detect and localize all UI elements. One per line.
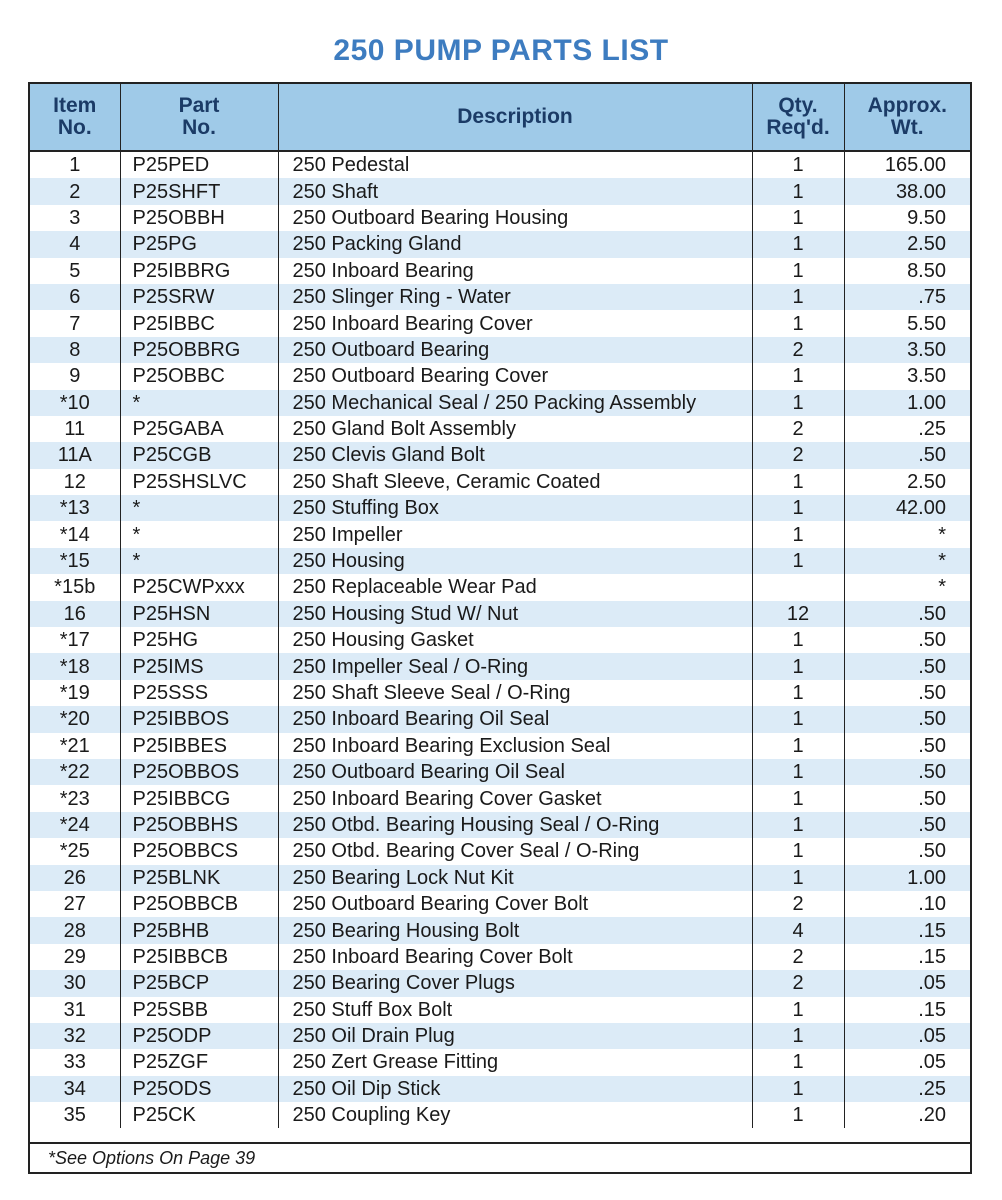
- cell-weight: 42.00: [844, 495, 970, 521]
- table-row: [30, 997, 970, 1023]
- parts-table-frame: [28, 82, 972, 1174]
- cell-item-no: *13: [30, 495, 120, 521]
- cell-item-no: 7: [30, 310, 120, 336]
- cell-qty: 1: [752, 521, 844, 547]
- cell-qty: [752, 574, 844, 600]
- header-description: Description: [278, 84, 752, 151]
- cell-weight: .05: [844, 970, 970, 996]
- cell-part-no: P25PED: [120, 151, 278, 178]
- table-body: [30, 151, 970, 1128]
- cell-part-no: P25ODS: [120, 1076, 278, 1102]
- cell-part-no: P25IBBOS: [120, 706, 278, 732]
- table-row: [30, 1076, 970, 1102]
- cell-item-no: 30: [30, 970, 120, 996]
- footnote: *See Options On Page 39: [30, 1142, 970, 1172]
- cell-item-no: *23: [30, 785, 120, 811]
- cell-weight: 2.50: [844, 231, 970, 257]
- cell-part-no: P25HSN: [120, 601, 278, 627]
- table-row: [30, 865, 970, 891]
- cell-description: 250 Shaft: [278, 178, 752, 204]
- cell-weight: *: [844, 521, 970, 547]
- cell-weight: 38.00: [844, 178, 970, 204]
- cell-description: 250 Bearing Lock Nut Kit: [278, 865, 752, 891]
- cell-item-no: 3: [30, 205, 120, 231]
- cell-weight: 9.50: [844, 205, 970, 231]
- cell-weight: 1.00: [844, 865, 970, 891]
- cell-description: 250 Oil Dip Stick: [278, 1076, 752, 1102]
- cell-weight: .25: [844, 416, 970, 442]
- cell-item-no: *24: [30, 812, 120, 838]
- cell-qty: 1: [752, 759, 844, 785]
- cell-qty: 1: [752, 284, 844, 310]
- cell-description: 250 Mechanical Seal / 250 Packing Assembly: [278, 390, 752, 416]
- cell-part-no: *: [120, 390, 278, 416]
- cell-item-no: 1: [30, 151, 120, 178]
- cell-weight: .10: [844, 891, 970, 917]
- page-title: 250 PUMP PARTS LIST: [333, 34, 669, 67]
- cell-part-no: P25GABA: [120, 416, 278, 442]
- cell-qty: 1: [752, 178, 844, 204]
- table-row: [30, 627, 970, 653]
- table-row: [30, 891, 970, 917]
- cell-description: 250 Inboard Bearing Cover: [278, 310, 752, 336]
- cell-description: 250 Otbd. Bearing Cover Seal / O-Ring: [278, 838, 752, 864]
- cell-qty: 1: [752, 1102, 844, 1128]
- cell-weight: .50: [844, 785, 970, 811]
- cell-part-no: P25OBBOS: [120, 759, 278, 785]
- cell-item-no: 4: [30, 231, 120, 257]
- cell-item-no: 29: [30, 944, 120, 970]
- cell-weight: 5.50: [844, 310, 970, 336]
- cell-item-no: 2: [30, 178, 120, 204]
- cell-qty: 4: [752, 917, 844, 943]
- table-row: [30, 310, 970, 336]
- cell-qty: 1: [752, 653, 844, 679]
- cell-description: 250 Stuff Box Bolt: [278, 997, 752, 1023]
- table-row: [30, 680, 970, 706]
- table-row: [30, 838, 970, 864]
- cell-qty: 1: [752, 812, 844, 838]
- cell-qty: 1: [752, 363, 844, 389]
- cell-qty: 2: [752, 442, 844, 468]
- cell-item-no: 32: [30, 1023, 120, 1049]
- cell-part-no: P25BLNK: [120, 865, 278, 891]
- cell-description: 250 Packing Gland: [278, 231, 752, 257]
- cell-description: 250 Impeller: [278, 521, 752, 547]
- table-row: [30, 1049, 970, 1075]
- cell-description: 250 Stuffing Box: [278, 495, 752, 521]
- cell-description: 250 Impeller Seal / O-Ring: [278, 653, 752, 679]
- cell-description: 250 Bearing Cover Plugs: [278, 970, 752, 996]
- cell-part-no: P25OBBC: [120, 363, 278, 389]
- cell-item-no: 26: [30, 865, 120, 891]
- cell-weight: .25: [844, 1076, 970, 1102]
- cell-weight: .50: [844, 706, 970, 732]
- cell-weight: .15: [844, 917, 970, 943]
- table-row: [30, 442, 970, 468]
- cell-item-no: *15: [30, 548, 120, 574]
- cell-item-no: 33: [30, 1049, 120, 1075]
- cell-weight: .50: [844, 627, 970, 653]
- cell-item-no: 5: [30, 258, 120, 284]
- cell-description: 250 Coupling Key: [278, 1102, 752, 1128]
- cell-description: 250 Outboard Bearing Housing: [278, 205, 752, 231]
- cell-description: 250 Housing: [278, 548, 752, 574]
- cell-part-no: *: [120, 521, 278, 547]
- table-row: [30, 363, 970, 389]
- cell-item-no: 34: [30, 1076, 120, 1102]
- cell-weight: .05: [844, 1023, 970, 1049]
- cell-part-no: P25BCP: [120, 970, 278, 996]
- cell-part-no: P25IBBCB: [120, 944, 278, 970]
- table-row: [30, 706, 970, 732]
- cell-item-no: *25: [30, 838, 120, 864]
- cell-description: 250 Inboard Bearing Exclusion Seal: [278, 733, 752, 759]
- cell-part-no: P25IBBCG: [120, 785, 278, 811]
- table-row: [30, 495, 970, 521]
- cell-part-no: *: [120, 548, 278, 574]
- table-row: [30, 548, 970, 574]
- cell-qty: 2: [752, 891, 844, 917]
- table-row: [30, 653, 970, 679]
- cell-item-no: *17: [30, 627, 120, 653]
- cell-item-no: 12: [30, 469, 120, 495]
- cell-part-no: P25SHFT: [120, 178, 278, 204]
- table-row: [30, 469, 970, 495]
- cell-item-no: 9: [30, 363, 120, 389]
- cell-part-no: P25BHB: [120, 917, 278, 943]
- cell-part-no: P25SBB: [120, 997, 278, 1023]
- cell-item-no: 11A: [30, 442, 120, 468]
- cell-part-no: P25OBBH: [120, 205, 278, 231]
- cell-description: 250 Housing Gasket: [278, 627, 752, 653]
- cell-description: 250 Outboard Bearing: [278, 337, 752, 363]
- cell-weight: .50: [844, 680, 970, 706]
- cell-part-no: P25CGB: [120, 442, 278, 468]
- cell-item-no: *18: [30, 653, 120, 679]
- cell-part-no: P25CWPxxx: [120, 574, 278, 600]
- table-row: [30, 151, 970, 178]
- header-item-no: Item No.: [30, 84, 120, 151]
- cell-item-no: 31: [30, 997, 120, 1023]
- cell-item-no: *19: [30, 680, 120, 706]
- cell-description: 250 Shaft Sleeve, Ceramic Coated: [278, 469, 752, 495]
- cell-description: 250 Inboard Bearing Cover Bolt: [278, 944, 752, 970]
- cell-item-no: 27: [30, 891, 120, 917]
- cell-description: 250 Inboard Bearing Cover Gasket: [278, 785, 752, 811]
- table-row: [30, 390, 970, 416]
- cell-weight: 165.00: [844, 151, 970, 178]
- cell-qty: 1: [752, 495, 844, 521]
- table-row: [30, 231, 970, 257]
- cell-part-no: P25SHSLVC: [120, 469, 278, 495]
- table-header-row: [30, 84, 970, 151]
- cell-item-no: *20: [30, 706, 120, 732]
- table-row: [30, 970, 970, 996]
- header-approx-wt: Approx. Wt.: [844, 84, 970, 151]
- cell-qty: 1: [752, 706, 844, 732]
- cell-description: 250 Bearing Housing Bolt: [278, 917, 752, 943]
- cell-weight: 8.50: [844, 258, 970, 284]
- table-row: [30, 917, 970, 943]
- cell-item-no: 35: [30, 1102, 120, 1128]
- cell-qty: 1: [752, 997, 844, 1023]
- cell-description: 250 Outboard Bearing Cover Bolt: [278, 891, 752, 917]
- cell-part-no: P25IBBRG: [120, 258, 278, 284]
- table-row: [30, 1023, 970, 1049]
- cell-item-no: *15b: [30, 574, 120, 600]
- cell-weight: .50: [844, 653, 970, 679]
- cell-description: 250 Slinger Ring - Water: [278, 284, 752, 310]
- cell-description: 250 Shaft Sleeve Seal / O-Ring: [278, 680, 752, 706]
- cell-description: 250 Otbd. Bearing Housing Seal / O-Ring: [278, 812, 752, 838]
- cell-part-no: P25OBBCB: [120, 891, 278, 917]
- cell-qty: 1: [752, 205, 844, 231]
- cell-qty: 1: [752, 1049, 844, 1075]
- cell-item-no: 6: [30, 284, 120, 310]
- cell-description: 250 Oil Drain Plug: [278, 1023, 752, 1049]
- cell-qty: 1: [752, 785, 844, 811]
- cell-description: 250 Zert Grease Fitting: [278, 1049, 752, 1075]
- cell-description: 250 Outboard Bearing Oil Seal: [278, 759, 752, 785]
- table-row: [30, 205, 970, 231]
- cell-weight: .15: [844, 997, 970, 1023]
- table-row: [30, 733, 970, 759]
- cell-item-no: 16: [30, 601, 120, 627]
- cell-weight: .50: [844, 759, 970, 785]
- cell-part-no: P25IBBC: [120, 310, 278, 336]
- cell-item-no: 8: [30, 337, 120, 363]
- cell-part-no: P25OBBRG: [120, 337, 278, 363]
- cell-part-no: P25ODP: [120, 1023, 278, 1049]
- cell-description: 250 Outboard Bearing Cover: [278, 363, 752, 389]
- table-row: [30, 416, 970, 442]
- cell-description: 250 Inboard Bearing: [278, 258, 752, 284]
- cell-weight: 3.50: [844, 337, 970, 363]
- cell-item-no: *22: [30, 759, 120, 785]
- cell-qty: 1: [752, 258, 844, 284]
- cell-qty: 1: [752, 838, 844, 864]
- cell-weight: .15: [844, 944, 970, 970]
- table-row: [30, 258, 970, 284]
- cell-description: 250 Pedestal: [278, 151, 752, 178]
- cell-description: 250 Housing Stud W/ Nut: [278, 601, 752, 627]
- table-row: [30, 178, 970, 204]
- cell-qty: 1: [752, 390, 844, 416]
- cell-part-no: P25HG: [120, 627, 278, 653]
- table-row: [30, 812, 970, 838]
- cell-qty: 2: [752, 970, 844, 996]
- header-part-no: Part No.: [120, 84, 278, 151]
- header-qty-reqd: Qty. Req'd.: [752, 84, 844, 151]
- table-row: [30, 601, 970, 627]
- cell-weight: .05: [844, 1049, 970, 1075]
- cell-qty: 2: [752, 416, 844, 442]
- cell-weight: .50: [844, 601, 970, 627]
- cell-item-no: *10: [30, 390, 120, 416]
- cell-qty: 1: [752, 1023, 844, 1049]
- cell-description: 250 Gland Bolt Assembly: [278, 416, 752, 442]
- cell-qty: 1: [752, 310, 844, 336]
- cell-description: 250 Clevis Gland Bolt: [278, 442, 752, 468]
- cell-weight: .50: [844, 442, 970, 468]
- cell-qty: 1: [752, 865, 844, 891]
- table-row: [30, 1102, 970, 1128]
- cell-weight: *: [844, 574, 970, 600]
- cell-weight: .50: [844, 838, 970, 864]
- cell-part-no: P25SRW: [120, 284, 278, 310]
- cell-item-no: 28: [30, 917, 120, 943]
- cell-weight: 1.00: [844, 390, 970, 416]
- cell-weight: .50: [844, 733, 970, 759]
- cell-qty: 1: [752, 1076, 844, 1102]
- cell-item-no: 11: [30, 416, 120, 442]
- cell-qty: 1: [752, 680, 844, 706]
- cell-part-no: P25IBBES: [120, 733, 278, 759]
- cell-part-no: P25CK: [120, 1102, 278, 1128]
- table-row: [30, 944, 970, 970]
- cell-weight: 3.50: [844, 363, 970, 389]
- cell-weight: .20: [844, 1102, 970, 1128]
- cell-item-no: *21: [30, 733, 120, 759]
- cell-description: 250 Inboard Bearing Oil Seal: [278, 706, 752, 732]
- cell-weight: 2.50: [844, 469, 970, 495]
- cell-part-no: P25SSS: [120, 680, 278, 706]
- cell-part-no: P25OBBHS: [120, 812, 278, 838]
- parts-table: [30, 84, 970, 1128]
- cell-description: 250 Replaceable Wear Pad: [278, 574, 752, 600]
- cell-part-no: P25OBBCS: [120, 838, 278, 864]
- table-row: [30, 521, 970, 547]
- table-row: [30, 574, 970, 600]
- table-row: [30, 337, 970, 363]
- table-row: [30, 759, 970, 785]
- cell-qty: 1: [752, 231, 844, 257]
- cell-qty: 2: [752, 944, 844, 970]
- cell-part-no: P25ZGF: [120, 1049, 278, 1075]
- cell-part-no: *: [120, 495, 278, 521]
- table-row: [30, 284, 970, 310]
- cell-qty: 1: [752, 469, 844, 495]
- cell-qty: 1: [752, 733, 844, 759]
- cell-weight: *: [844, 548, 970, 574]
- cell-qty: 1: [752, 548, 844, 574]
- table-row: [30, 785, 970, 811]
- cell-qty: 1: [752, 627, 844, 653]
- cell-part-no: P25PG: [120, 231, 278, 257]
- cell-qty: 1: [752, 151, 844, 178]
- cell-qty: 12: [752, 601, 844, 627]
- cell-part-no: P25IMS: [120, 653, 278, 679]
- cell-weight: .75: [844, 284, 970, 310]
- cell-qty: 2: [752, 337, 844, 363]
- cell-weight: .50: [844, 812, 970, 838]
- cell-item-no: *14: [30, 521, 120, 547]
